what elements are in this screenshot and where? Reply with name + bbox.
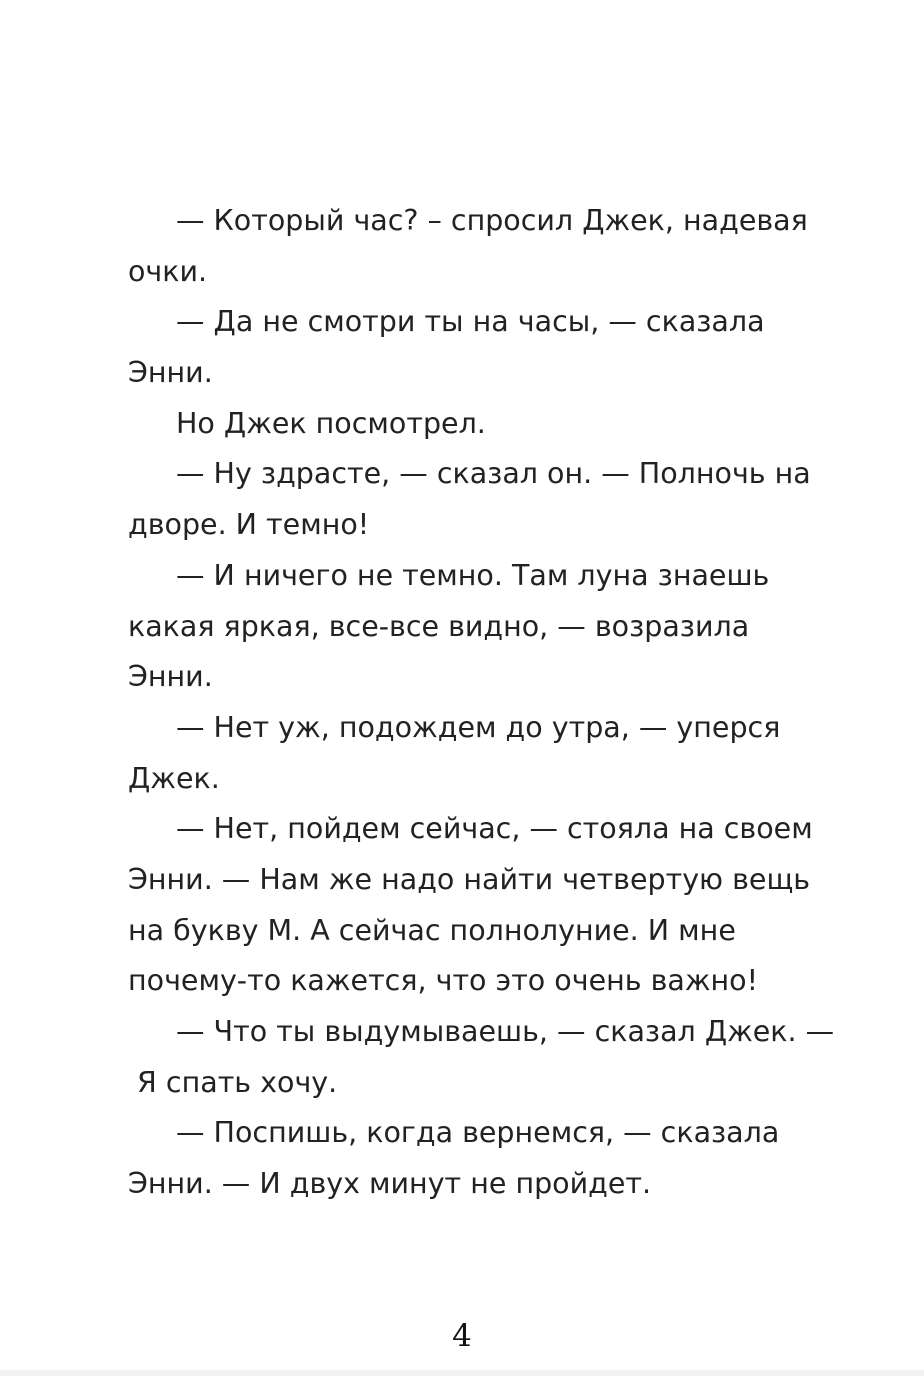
text-line: — Что ты выдумываешь, — сказал Джек. — bbox=[176, 1015, 835, 1048]
text-line: — Поспишь, когда вернемся, — сказала bbox=[176, 1116, 780, 1150]
text-line: Энни. bbox=[128, 660, 213, 694]
text-line: Энни. — Нам же надо найти четвертую вещь bbox=[128, 862, 811, 896]
page-body-text bbox=[128, 196, 835, 1210]
text-line: какая яркая, все-все видно, — возразила bbox=[128, 609, 750, 643]
text-line: Энни. bbox=[128, 356, 213, 390]
text-line: Энни. — И двух минут не пройдет. bbox=[128, 1167, 652, 1201]
text-line: на букву М. А сейчас полнолуние. И мне bbox=[128, 913, 736, 947]
text-line: Я спать хочу. bbox=[128, 1065, 338, 1099]
page-number: 4 bbox=[452, 1318, 472, 1354]
text-line: почему-то кажется, что это очень важно! bbox=[128, 964, 759, 998]
text-line: — Ну здрасте, — сказал он. — Полночь на bbox=[176, 457, 811, 491]
text-line: — Да не смотри ты на часы, — сказала bbox=[176, 305, 765, 339]
text-line: — Нет уж, подождем до утра, — уперся bbox=[176, 710, 781, 744]
text-line: Но Джек посмотрел. bbox=[176, 406, 486, 440]
text-line: — Который час? – спросил Джек, надевая bbox=[176, 204, 808, 237]
text-line: очки. bbox=[128, 254, 208, 288]
text-line: Джек. bbox=[128, 761, 220, 795]
text-line: — Нет, пойдем сейчас, — стояла на своем bbox=[176, 812, 813, 846]
text-line: — И ничего не темно. Там луна знаешь bbox=[176, 558, 770, 592]
text-line: дворе. И темно! bbox=[128, 508, 370, 542]
page-bottom-edge bbox=[0, 1370, 924, 1376]
